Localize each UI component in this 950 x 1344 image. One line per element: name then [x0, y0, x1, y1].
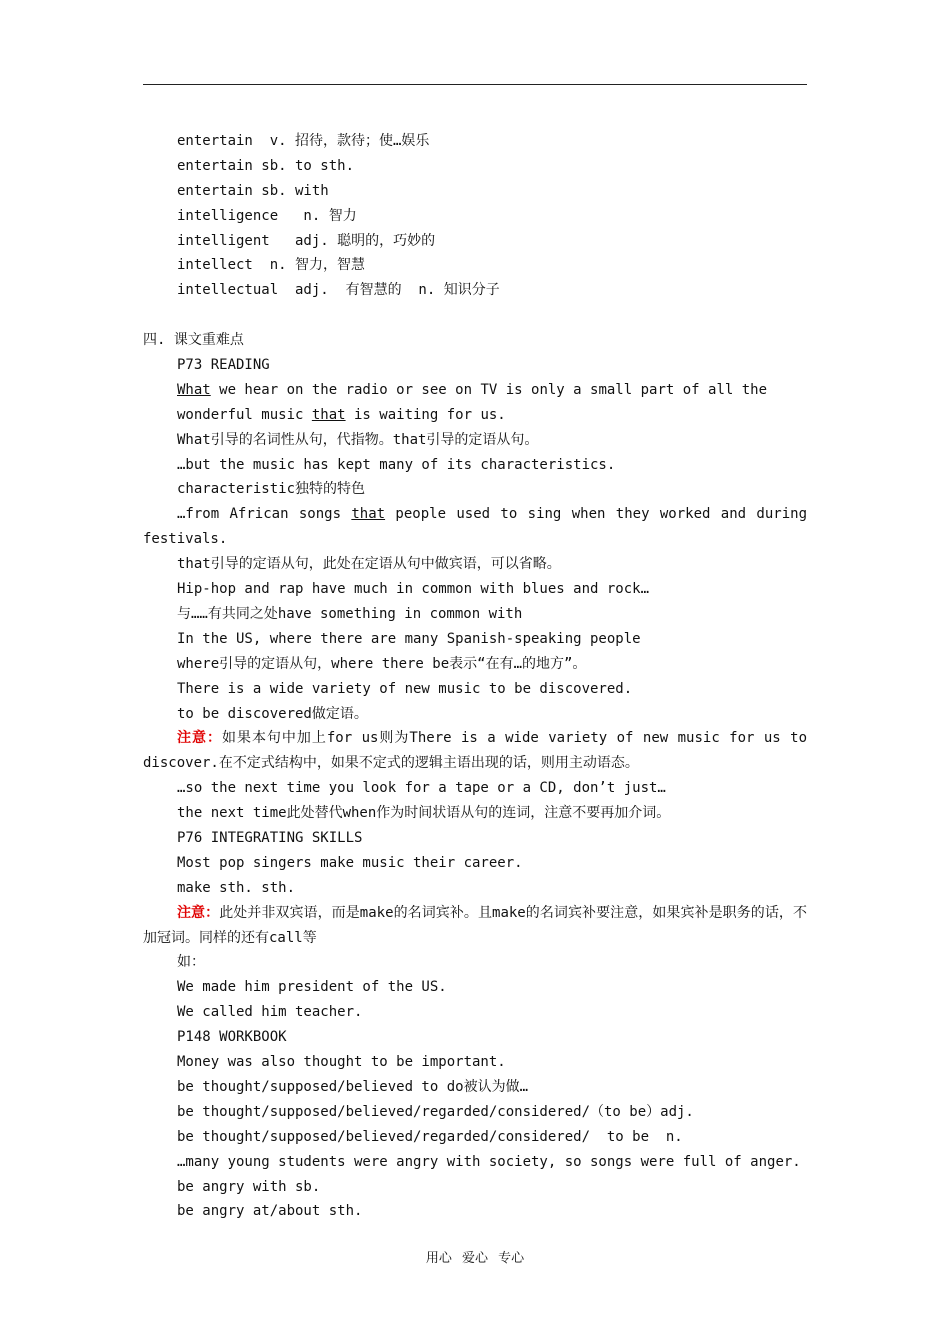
header-rule — [143, 84, 807, 85]
underlined-word: that — [311, 406, 346, 423]
document-body — [143, 129, 807, 1224]
explanation: to be discovered做定语。 — [177, 705, 368, 722]
skills-heading: P76 INTEGRATING SKILLS — [177, 830, 363, 846]
page-footer: 用心 爱心 专心 — [425, 1251, 525, 1266]
explanation: where引导的定语从句，where there be表示“在有…的地方”。 — [177, 655, 587, 672]
reading-heading: P73 READING — [177, 357, 270, 374]
explanation: the next time此处替代when作为时间状语从句的连词，注意不要再加介词。 — [177, 805, 671, 822]
vocab-line: intelligence n. 智力 — [177, 207, 357, 224]
explanation: be thought/supposed/believed/regarded/considered/ to be n. — [177, 1128, 683, 1145]
example-sentence: What we hear on the radio or see on TV is only a small part of all the — [177, 381, 768, 398]
example-sentence: …but the music has kept many of its characteristics. — [177, 456, 616, 473]
example-sentence: There is a wide variety of new music to be discovered. — [177, 680, 633, 697]
explanation: What引导的名词性从句，代指物。that引导的定语从句。 — [177, 431, 539, 448]
vocab-line: intelligent adj. 聪明的，巧妙的 — [177, 232, 436, 249]
explanation: be thought/supposed/believed to do被认为做… — [177, 1078, 529, 1095]
underlined-word: that — [351, 506, 386, 523]
spacer — [143, 303, 807, 328]
example-sentence: wonderful music that is waiting for us. — [177, 406, 506, 423]
example-sentence: …many young students were angry with society, so songs were full of anger. — [177, 1153, 801, 1170]
underlined-word: What — [177, 381, 211, 398]
note-paragraph: 注意：如果本句中加上for us则为There is a wide variety of new music for us to discover.在不定式结构中，如果不定式的逻辑主语出现的话，则用主动语态。 — [143, 730, 808, 772]
explanation: be angry with sb. — [177, 1178, 321, 1195]
vocab-line: entertain sb. to sth. — [177, 157, 355, 174]
explanation: 与……有共同之处have something in common with — [177, 605, 523, 622]
example-sentence: Hip-hop and rap have much in common with blues and rock… — [177, 581, 650, 598]
workbook-heading: P148 WORKBOOK — [177, 1029, 287, 1046]
explanation: be angry at/about sth. — [177, 1203, 363, 1220]
example-sentence: …from African songs that people used to sing when they worked and during festivals. — [143, 506, 807, 548]
note-paragraph: 注意：此处并非双宾语，而是make的名词宾补。且make的名词宾补要注意，如果宾补是职务的话，不加冠词。同样的还有call等 — [143, 904, 807, 946]
example-sentence: Money was also thought to be important. — [177, 1054, 506, 1071]
example-sentence: We made him president of the US. — [177, 979, 447, 996]
note-label: 注意： — [177, 730, 222, 747]
explanation: be thought/supposed/believed/regarded/considered/（to be）adj. — [177, 1103, 694, 1120]
example-sentence: Most pop singers make music their career. — [177, 854, 523, 871]
vocab-line: intellect n. 智力，智慧 — [177, 257, 366, 274]
example-label: 如： — [177, 954, 205, 971]
explanation: make sth. sth. — [177, 879, 296, 896]
vocab-line: entertain v. 招待，款待；使…娱乐 — [177, 133, 430, 149]
explanation: characteristic独特的特色 — [177, 481, 366, 498]
example-sentence: In the US, where there are many Spanish-speaking people — [177, 630, 641, 647]
vocab-line: intellectual adj. 有智慧的 n. 知识分子 — [177, 282, 500, 299]
example-sentence: …so the next time you look for a tape or a CD, don’t just… — [177, 780, 666, 797]
example-sentence: We called him teacher. — [177, 1004, 363, 1021]
note-label: 注意： — [177, 904, 220, 921]
vocab-line: entertain sb. with — [177, 182, 329, 199]
section-title: 四. 课文重难点 — [143, 332, 244, 349]
explanation: that引导的定语从句，此处在定语从句中做宾语，可以省略。 — [177, 556, 561, 573]
